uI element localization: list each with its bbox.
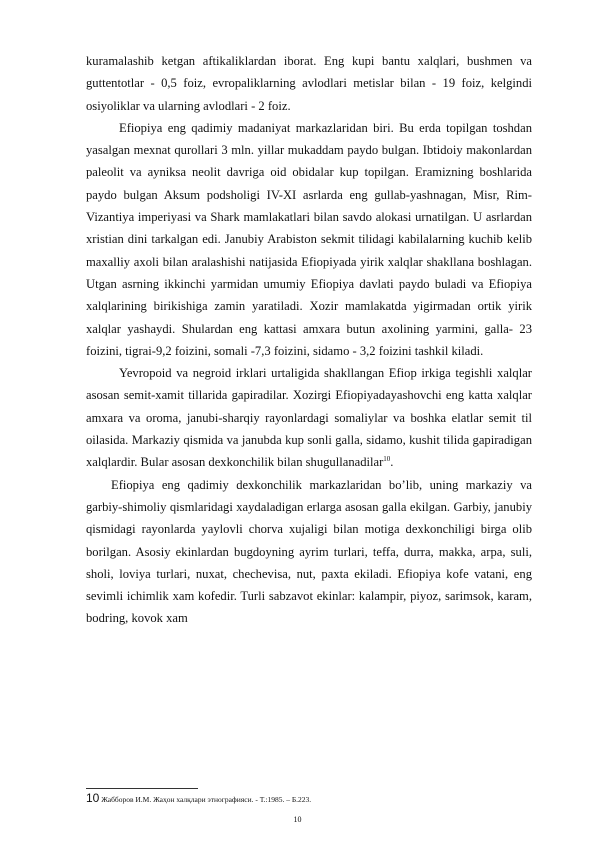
- footnote-separator: [86, 788, 198, 789]
- paragraph-3: Yevropoid va negroid irklari urtaligida shakllangan Efiop irkiga tegishli xalqlar asosan semit-xamit tillarida gapiradilar. Xozirgi Efiopiyadayashovchi eng katta xalqlar amxara va oroma, janubi-sharqiy rayonlardagi somaliylar va boshka elatlar semit til oilasida. Markaziy qismida va janubda kup sonli galla, sidamo, kushit tilida gapiradigan xalqlardir. Bular asosan dexkonchilik bilan shugullanadilar$^{10}$.: [86, 366, 532, 470]
- paragraph-1: kuramalashib ketgan aftikaliklardan iborat. Eng kupi bantu xalqlari, bushmen va guttentotlar - 0,5 foiz, evropaliklarning avlodlari metislar bilan - 19 foiz, kelgindi osiyoliklar va ularning avlodlari - 2 foiz.: [86, 54, 532, 113]
- footnote-text: Жабборов И.М. Жаҳон халқлари этнографияси. - Т.:1985. – Б.223.: [101, 795, 312, 804]
- paragraph-3-text: Yevropoid va negroid irklari urtaligida shakllangan Efiop irkiga tegishli xalqlar asosan semit-xamit tillarida gapiradilar. Xozirgi Efiopiyadayashovchi eng katta xalqlar amxara va oroma, janubi-sharqiy rayonlardagi somaliylar va boshka elatlar semit til oilasida. Markaziy qismida va janubda kup sonli galla, sidamo, kushit tilida gapiradigan xalqlardir. Bular asosan dexkonchilik bilan shugullanadilar: [86, 366, 532, 470]
- footnote-reference[interactable]: 10: [383, 455, 391, 464]
- paragraph-4: Efiopiya eng qadimiy dexkonchilik markazlaridan bo’lib, uning markaziy va garbiy-shimoliy qismlaridagi xaydaladigan erlarga asosan galla ekilgan. Garbiy, janubiy qismidagi rayonlarda yaylovli chorva xujaligi bilan motiga dexkonchiligi birga olib borilgan. Asosiy ekinlardan bugdoyning ayrim turlari, teffa, durra, makka, arpa, suli, sholi, loviya turlari, nuxat, chechevisa, nut, paxta ekiladi. Efiopiya kofe vatani, eng sevimli ichimlik xam kofedir. Turli sabzavot ekinlar: kalampir, piyoz, sarimsok, karam, bodring, kovok xam: [86, 477, 532, 626]
- page-number: 10: [293, 815, 302, 824]
- body-text: [86, 50, 532, 630]
- footnote: [86, 792, 532, 806]
- footnote-number: 10: [86, 791, 100, 805]
- paragraph-2: Efiopiya eng qadimiy madaniyat markazlaridan biri. Bu erda topilgan toshdan yasalgan mexnat qurollari 3 mln. yillar mukaddam paydo bulgan. Ibtidoiy makonlardan paleolit va ayniksa neolit davriga oid obidalar kup topilgan. Eramizning boshlarida paydo bulgan Aksum podsholigi IV-XI asrlarda eng gullab-yashnagan, Misr, Rim-Vizantiya imperiyasi va Shark mamlakatlari bilan savdo alokasi urnatilgan. U asrlardan xristian dini tarkalgan edi. Janubiy Arabiston sekmit tilidagi kabilalarning kuchib kelib maxalliy axoli bilan aralashishi natijasida Efiopiyada yirik xalqlar shakllana boshlagan. Utgan asrning ikkinchi yarmidan umumiy Efiopiya davlati paydo buladi va Efiopiya xalqlarining birikishiga zamin yaratiladi. Xozir mamlakatda yigirmadan ortik yirik xalqlar yashaydi. Shulardan eng kattasi amxara butun axolining yarmini, galla- 23 foizini, tigrai-9,2 foizini, somali -7,3 foizini, sidamo - 3,2 foizini tashkil kiladi.: [86, 120, 532, 358]
